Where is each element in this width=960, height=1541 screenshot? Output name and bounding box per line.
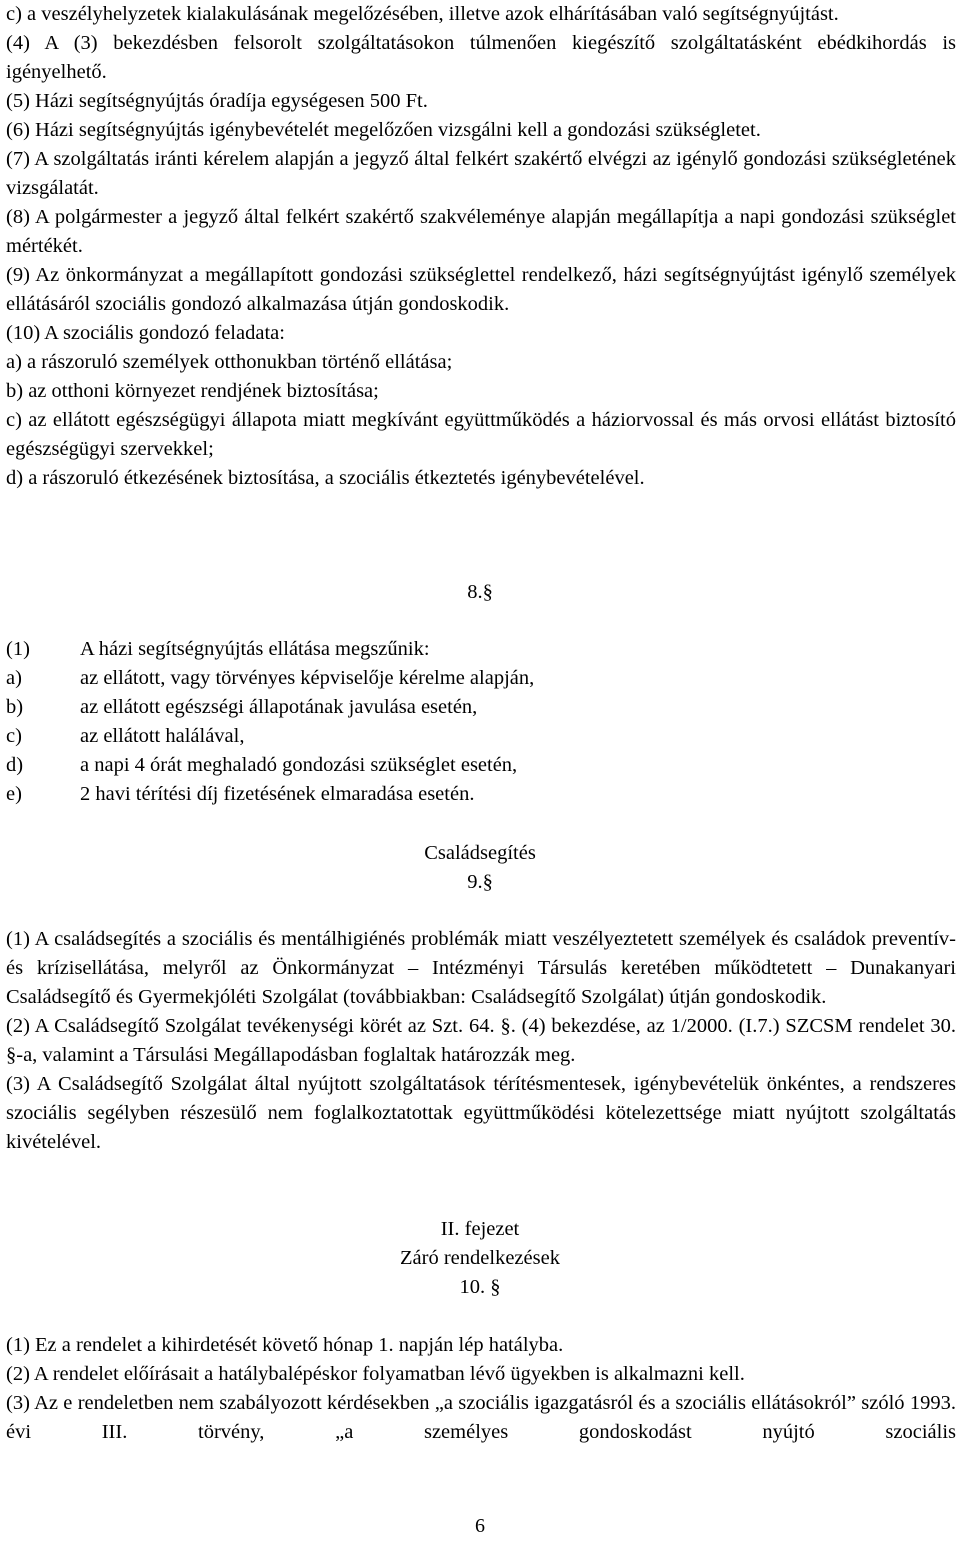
section-9-paragraph-3: (3) A Családsegítő Szolgálat által nyújtott szolgáltatások térítésmentesek, igénybevételük önkéntes, a rendszeres szociális segélyben részesülő nem foglalkoztatottak együttműködési kötelezettsége miatt nyújtott szolgáltatás kivételével. [6, 1073, 956, 1153]
paragraph-10: (10) A szociális gondozó feladata: [6, 322, 285, 344]
section-8-heading: 8.§ [467, 581, 493, 603]
item-text: 2 havi térítési díj fizetésének elmaradása esetén. [80, 783, 475, 805]
item-label: c) [6, 725, 22, 747]
intro-section [6, 0, 956, 493]
chapter-title: Záró rendelkezések [400, 1247, 560, 1269]
paragraph-10-b: b) az otthoni környezet rendjének biztosítása; [6, 380, 379, 402]
section-9-heading: 9.§ [467, 871, 493, 893]
item-text: az ellátott, vagy törvényes képviselője kérelme alapján, [80, 667, 535, 689]
paragraph-3c: c) a veszélyhelyzetek kialakulásának megelőzésében, illetve azok elhárításában való segítségnyújtást. [6, 3, 839, 25]
item-text: az ellátott egészségi állapotának javulása esetén, [80, 696, 478, 718]
paragraph-10-a: a) a rászoruló személyek otthonukban történő ellátása; [6, 351, 453, 373]
paragraph-4: (4) A (3) bekezdésben felsorolt szolgáltatásokon túlmenően kiegészítő szolgáltatásként ebédkihordás is igényelhető. [6, 32, 956, 83]
item-text: az ellátott halálával, [80, 725, 245, 747]
section-9-title: Családsegítés [424, 842, 536, 864]
item-label: e) [6, 783, 22, 805]
paragraph-5: (5) Házi segítségnyújtás óradíja egységesen 500 Ft. [6, 90, 428, 112]
paragraph-6: (6) Házi segítségnyújtás igénybevételét megelőzően vizsgálni kell a gondozási szükségletet. [6, 119, 761, 141]
section-10-paragraph-2: (2) A rendelet előírásait a hatálybalépéskor folyamatban lévő ügyekben is alkalmazni kell. [6, 1363, 745, 1385]
section-10-heading: 10. § [459, 1276, 501, 1298]
item-label: b) [6, 696, 24, 718]
chapter-heading: II. fejezet [440, 1218, 520, 1240]
item-label: d) [6, 754, 24, 776]
page-number: 6 [475, 1515, 485, 1537]
item-text: A házi segítségnyújtás ellátása megszűnik: [80, 638, 430, 660]
paragraph-10-c: c) az ellátott egészségügyi állapota miatt megkívánt együttműködés a háziorvossal és más orvosi ellátást biztosító egészségügyi szervekkel; [6, 409, 956, 460]
section-10-paragraph-3: (3) Az e rendeletben nem szabályozott kérdésekben „a szociális igazgatásról és a szociális ellátásokról” szóló 1993. évi III. törvény, „a személyes gondoskodást nyújtó szociális [6, 1392, 956, 1443]
item-text: a napi 4 órát meghaladó gondozási szükséglet esetén, [80, 754, 518, 776]
paragraph-8: (8) A polgármester a jegyző által felkért szakértő szakvéleménye alapján megállapítja a napi gondozási szükséglet mértékét. [6, 206, 956, 257]
item-label: a) [6, 667, 22, 689]
section-9-paragraph-1: (1) A családsegítés a szociális és mentálhigiénés problémák miatt veszélyeztetett személyek és családok preventív- és krízisellátása, melyről az Önkormányzat – Intézményi Társulás keretében működtetett – Dunakanyari Családsegítő és Gyermekjóléti Szolgálat (továbbiakban: Családsegítő Szolgálat) útján gondoskodik. [6, 928, 956, 1008]
section-10-body [6, 1331, 956, 1447]
paragraph-10-d: d) a rászoruló étkezésének biztosítása, a szociális étkeztetés igénybevételével. [6, 467, 645, 489]
item-label: (1) [6, 638, 30, 660]
section-9-body [6, 925, 956, 1157]
section-9-paragraph-2: (2) A Családsegítő Szolgálat tevékenységi körét az Szt. 64. §. (4) bekezdése, az 1/2000. (I.7.) SZCSM rendelet 30. §-a, valamint a Társulási Megállapodásban foglaltak határozzák meg. [6, 1015, 956, 1066]
paragraph-7: (7) A szolgáltatás iránti kérelem alapján a jegyző által felkért szakértő elvégzi az igénylő gondozási szükségletének vizsgálatát. [6, 148, 956, 199]
paragraph-9: (9) Az önkormányzat a megállapított gondozási szükséglettel rendelkező, házi segítségnyújtást igénylő személyek ellátásáról szociális gondozó alkalmazása útján gondoskodik. [6, 264, 956, 315]
section-10-paragraph-1: (1) Ez a rendelet a kihirdetését követő hónap 1. napján lép hatályba. [6, 1334, 564, 1356]
